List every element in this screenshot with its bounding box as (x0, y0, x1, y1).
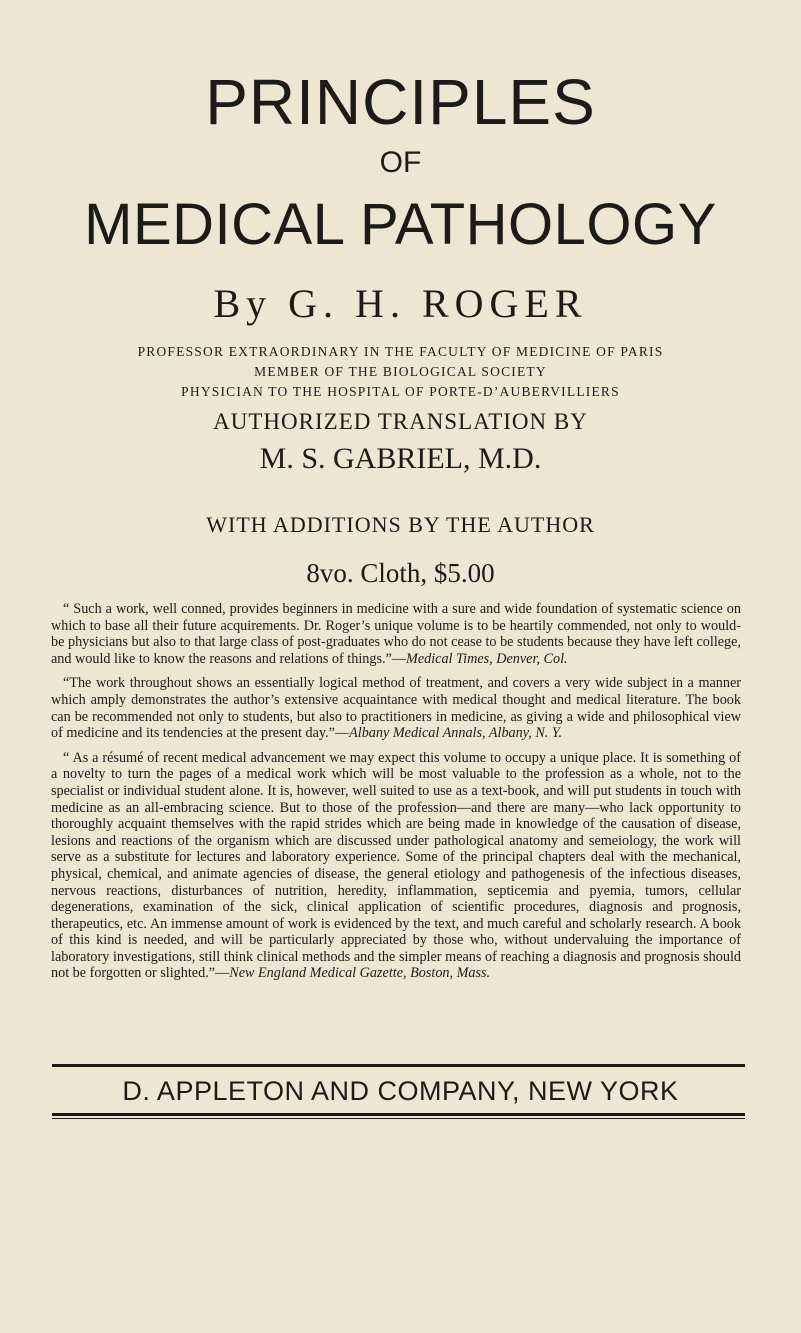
author-byline: By G. H. ROGER (213, 281, 588, 326)
reviews-section (51, 601, 741, 990)
publisher-bottom-rule-thin (52, 1118, 745, 1119)
review-text: “ Such a work, well conned, provides beginners in medicine with a sure and wide foundation of systematic science on which to base all their future acquirements. Dr. Roger’s unique volume is to be heartily commended, not only to would-be physicians but also to that large class of post-graduates who do not cease to be students because they have left college, and would like to know the reasons and relations of things.”— (51, 601, 741, 667)
publisher-bottom-rule (52, 1113, 745, 1116)
author-credential-member: MEMBER OF THE BIOLOGICAL SOCIETY (254, 364, 547, 379)
review-text: “ As a résumé of recent medical advancement we may expect this volume to occupy a unique place. It is something of a novelty to turn the pages of a medical work which will be most valuable to the profession as a whole, not to the specialist or individual student alone. It is, however, well suited to use as a text-book, and will put students in touch with medicine as an all-embracing science. But to those of the profession—and there are many—who lack opportunity to thoroughly acquaint themselves with the rapid strides which are being made in knowledge of the causation of disease, lesions and reactions of the organism which are discussed under pathological anatomy and semeiology, the work will serve as a substitute for lectures and laboratory experience. Some of the principal chapters deal with the mechanical, physical, chemical, and animate agencies of disease, the general etiology and pathogenesis of the infectious diseases, nervous reactions, disturbances of nutrition, heredity, inflammation, septicemia and pyemia, tumors, cellular degenerations, examination of the sick, clinical application of scientific procedures, diagnosis and prognosis, therapeutics, etc. An immense amount of work is evidenced by the text, and much careful and scholarly research. A book of this kind is needed, and will be particularly appreciated by those who, without undervaluing the importance of laboratory investigations, still think clinical methods and the simpler means of reaching a diagnosis and prognosis should not be forgotten or slighted.”— (51, 749, 741, 982)
translation-label: AUTHORIZED TRANSLATION BY (213, 409, 588, 434)
price-line: 8vo. Cloth, $5.00 (306, 558, 495, 588)
review-medical-times (51, 601, 741, 667)
review-text: “The work throughout shows an essentially logical method of treatment, and covers a very wide subject in a manner which amply demonstrates the author’s extensive acquaintance with medical thought and medical literature. The book can be recommended not only to students, but also to practitioners in medicine, as giving a wide and philosophical view of medicine and its tendencies at the present day.”— (51, 675, 741, 742)
title-principles: PRINCIPLES (205, 66, 596, 138)
review-new-england-medical-gazette (51, 750, 741, 982)
author-credential-professor: PROFESSOR EXTRAORDINARY IN THE FACULTY OF MEDICINE OF PARIS (137, 344, 664, 359)
title-of: OF (379, 146, 422, 179)
publisher-imprint: D. APPLETON AND COMPANY, NEW YORK (122, 1076, 679, 1106)
review-source: Albany Medical Annals, Albany, N. Y. (349, 725, 563, 742)
additions-note: WITH ADDITIONS BY THE AUTHOR (206, 512, 595, 537)
review-source: New England Medical Gazette, Boston, Mass. (229, 965, 491, 982)
title-medical-pathology: MEDICAL PATHOLOGY (84, 192, 717, 257)
review-source: Medical Times, Denver, Col. (406, 650, 568, 667)
translator-name: M. S. GABRIEL, M.D. (259, 442, 542, 475)
author-credential-physician: PHYSICIAN TO THE HOSPITAL OF PORTE-D’AUBERVILLIERS (181, 384, 620, 399)
review-albany-medical-annals (51, 675, 741, 741)
publisher-top-rule (52, 1064, 745, 1067)
